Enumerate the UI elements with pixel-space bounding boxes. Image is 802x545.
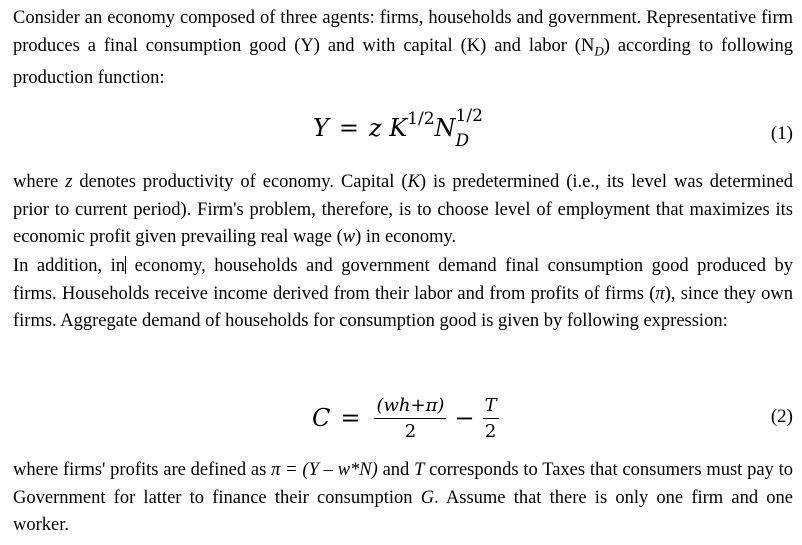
p3-text-b: economy, households and government demand final consumption good produced by firms. Households receive income derived from their labor and from profits of firms (	[13, 256, 793, 304]
p4-text-b: and	[377, 460, 415, 480]
intro-text: Consider an economy composed of three agents: firms, households and government. Representative firm produces a final consumption good (Y) and with capital (K) and labor (N	[13, 8, 793, 56]
p4-text-a: where firms' profits are defined as	[13, 460, 272, 480]
p2-K: K	[407, 172, 420, 192]
equation-2-number: (2)	[770, 406, 793, 427]
eq2-frac1-denominator: 2	[404, 420, 417, 442]
eq2-equals: =	[340, 404, 361, 432]
equation-consumption-demand	[13, 390, 793, 446]
equation-production-function	[13, 108, 793, 158]
p2-text-c: ) is predetermined (i.e., its level was determined prior to current period). Firm's problem, therefore, is to choose level of employment that maximizes its economic profit given prevailing real wage (	[13, 172, 794, 248]
eq1-labor-exponent: 1/2	[455, 106, 483, 126]
p2-w: w	[342, 227, 356, 248]
labor-subscript: D	[594, 43, 604, 59]
p4-profit-formula: π = (Y – w*N)	[271, 460, 378, 480]
productivity-paragraph	[13, 169, 793, 252]
intro-text-end: ) according to following production function:	[13, 35, 793, 89]
p3-text-c: ), since they own firms. Aggregate demand of households for consumption good is given by following expression:	[13, 283, 794, 332]
eq1-lhs: Y	[313, 114, 329, 142]
eq1-labor-scripts	[455, 106, 498, 154]
eq2-frac2-denominator: 2	[484, 420, 497, 442]
eq1-capital: K	[389, 114, 408, 142]
eq2-frac2-numerator: T	[483, 395, 499, 419]
eq1-z: z	[368, 114, 382, 142]
eq2-minus: −	[454, 404, 475, 432]
p4-text-d: . Assume that there is only one firm and one worker.	[13, 487, 793, 536]
p2-text-d: ) in economy.	[355, 227, 457, 248]
eq2-fraction-2	[483, 395, 499, 442]
eq2-frac1-numerator: (wh+π)	[374, 395, 446, 419]
equation-1-body	[313, 106, 498, 154]
profit-definition-paragraph	[13, 457, 793, 540]
p2-text-a: where	[13, 172, 66, 192]
p3-text-a: In addition, in	[13, 256, 126, 276]
eq1-capital-exponent: 1/2	[407, 109, 435, 129]
eq1-equals: =	[338, 114, 359, 142]
eq1-labor: N	[434, 114, 456, 142]
eq1-labor-subscript: D	[455, 131, 470, 151]
demand-paragraph	[13, 253, 793, 336]
eq2-lhs: C	[312, 404, 331, 432]
p4-T: T	[414, 460, 425, 480]
equation-2-body	[312, 390, 503, 446]
p2-z: z	[65, 172, 73, 192]
p4-text-c: corresponds to Taxes that consumers must pay to Government for latter to finance their consumption	[13, 460, 793, 508]
p3-pi: π	[655, 283, 665, 304]
equation-1-number: (1)	[770, 123, 793, 144]
p4-G: G	[420, 487, 435, 508]
intro-paragraph	[13, 5, 793, 93]
p2-text-b: denotes productivity of economy. Capital (	[72, 172, 408, 192]
eq2-fraction-1	[374, 395, 446, 442]
